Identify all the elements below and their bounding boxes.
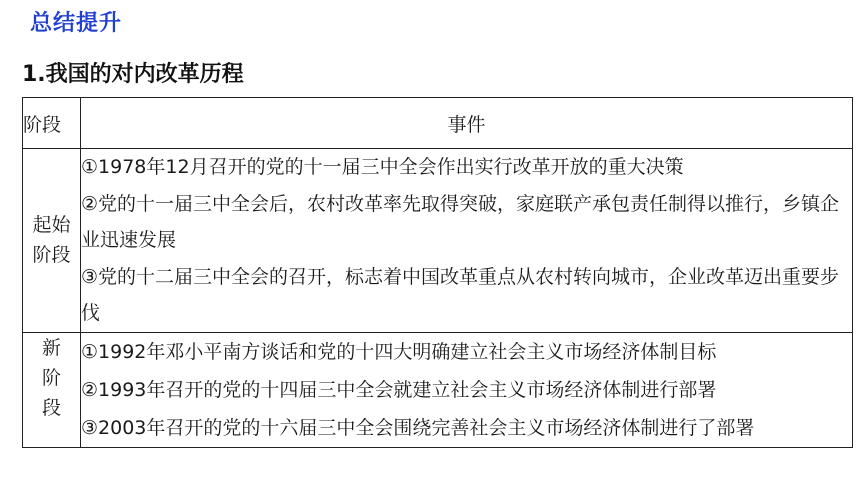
stage-label-line: 段: [41, 396, 61, 419]
event-item: ③2003年召开的党的十六届三中全会围绕完善社会主义市场经济体制进行了部署: [81, 416, 755, 439]
events-cell-new: [81, 332, 853, 447]
stage-label-line: 阶: [41, 366, 61, 389]
event-item: ②1993年召开的党的十四届三中全会就建立社会主义市场经济体制进行部署: [81, 378, 717, 401]
event-item: ③党的十二届三中全会的召开，标志着中国改革重点从农村转向城市，企业改革迈出重要步伐: [81, 265, 840, 324]
events-cell-initial: [81, 149, 853, 333]
section-title: 总结提升: [30, 11, 123, 36]
event-item: ①1978年12月召开的党的十一届三中全会作出实行改革开放的重大决策: [81, 156, 684, 178]
event-item: ①1992年邓小平南方谈话和党的十四大明确建立社会主义市场经济体制目标: [81, 340, 717, 363]
header-events: 事件: [81, 98, 853, 149]
table-header-row: [23, 98, 853, 149]
stage-cell-new: [23, 332, 81, 447]
stage-cell-initial: [23, 149, 81, 333]
page-subtitle: 1.我国的对内改革历程: [22, 62, 244, 87]
stage-label-line: 阶段: [32, 244, 71, 267]
stage-label-line: 起始: [32, 214, 71, 237]
stage-label-line: 新: [41, 336, 61, 359]
table-row: [23, 149, 853, 333]
header-stage: 阶段: [23, 98, 81, 149]
event-item: ②党的十一届三中全会后，农村改革率先取得突破，家庭联产承包责任制得以推行，乡镇企业迅速发展: [81, 192, 840, 251]
reform-history-table: [22, 97, 853, 448]
table-row: [23, 332, 853, 447]
